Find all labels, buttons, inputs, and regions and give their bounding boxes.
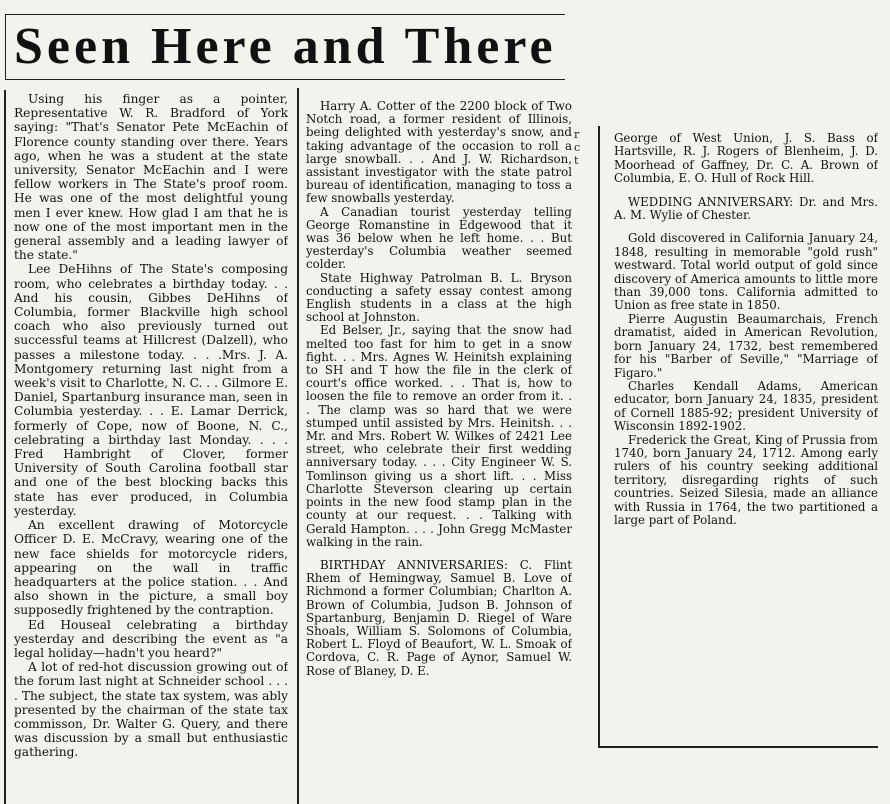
paragraph: An excellent drawing of Motorcycle Officer D. E. McCravy, wearing one of the new face shields for motorcycle riders, appearing on the wall in traffic headquarters at the police station. . . And also shown in the picture, a small boy supposedly frightened by the contraption. <box>14 518 288 618</box>
paragraph: Ed Houseal celebrating a birthday yesterday and describing the event as "a legal holiday—hadn't you heard?" <box>14 617 288 660</box>
paragraph: State Highway Patrolman B. L. Bryson conducting a safety essay contest among English students in a class at the high school at Johnston. <box>306 270 572 325</box>
clipped-adjacent-text: r c t <box>574 128 581 167</box>
birthday-anniversaries: BIRTHDAY ANNIVERSARIES: C. Flint Rhem of Hemingway, Samuel B. Love of Richmond a former Columbian; Charlton A. Brown of Columbia, Judson B. Johnson of Spartanburg, Benjamin D. Riegel of Ware Shoals, William S. Solomons of Columbia, Robert L. Floyd of Beaufort, W. L. Smoak of Cordova, C. R. Page of Aynor, Samuel W. Rose of Blaney, D. E. <box>306 557 572 678</box>
headline: Seen Here and There <box>14 18 557 75</box>
column-2 <box>306 100 572 800</box>
paragraph: A lot of red-hot discussion growing out of the forum last night at Schneider school . . . . The subject, the state tax system, was ably presented by the chairman of the state tax commisson, Dr. Walter G. Query, and there was discussion by a small but enthusiastic gathering. <box>14 660 288 760</box>
column-rule-1 <box>297 88 299 804</box>
paragraph: Ed Belser, Jr., saying that the snow had melted too fast for him to get in a snow fight. . . Mrs. Agnes W. Heinitsh explaining to SH and T how the file in the clerk of court's office worked. . . That is, how to loosen the file to remove an order from it. . . The clamp was so hard that we were stumped until assisted by Mrs. Heinitsh. . . Mr. and Mrs. Robert W. Wilkes of 2421 Lee street, who celebrate their first wedding anniversary today. . . . City Engineer W. S. Tomlinson giving us a short lift. . . Miss Charlotte Steverson clearing up certain points in the new food stamp plan in the county at our request. . . Talking with Gerald Hampton. . . . John Gregg McMaster walking in the rain. <box>306 323 572 549</box>
paragraph: George of West Union, J. S. Bass of Hartsville, R. J. Rogers of Blenheim, J. D. Moorhead of Gaffney, Dr. C. A. Brown of Columbia, E. O. Hull of Rock Hill. <box>614 132 878 186</box>
paragraph: Lee DeHihns of The State's composing room, who celebrates a birthday today. . . And his cousin, Gibbes DeHihns of Columbia, former Blackville high school coach who also previously turned out successful teams at Hillcrest (Dalzell), who passes a milestone today. . . .Mrs. J. A. Montgomery returning last night from a week's visit to Charlotte, N. C. . . Gilmore E. Daniel, Spartanburg insurance man, seen in Columbia yesterday. . . E. Lamar Derrick, formerly of Cope, now of Boone, N. C., celebrating a birthday last Monday. . . . Fred Hambright of Clover, former University of South Carolina football star and one of the best blocking backs this state has ever produced, in Columbia yesterday. <box>14 262 288 518</box>
column-rule-2 <box>598 126 600 746</box>
column-3 <box>614 132 878 552</box>
column-bottom-rule <box>598 746 878 748</box>
left-border-rule <box>4 90 6 804</box>
column-1 <box>14 92 288 802</box>
paragraph: A Canadian tourist yesterday telling George Romanstine in Edgewood that it was 36 below when he left home. . . But yesterday's Columbia weather seemed colder. <box>306 204 572 272</box>
wedding-anniversary: WEDDING ANNIVERSARY: Dr. and Mrs. A. M. Wylie of Chester. <box>614 194 878 223</box>
paragraph: Pierre Augustin Beaumarchais, French dramatist, aided in American Revolution, born January 24, 1732, best remembered for his "Barber of Seville," "Marriage of Figaro." <box>614 311 878 380</box>
paragraph: Gold discovered in California January 24, 1848, resulting in memorable "gold rush" westward. Total world output of gold since discovery of America amounts to little more than 39,000 tons. California admitted to Union as free state in 1850. <box>614 231 878 313</box>
paragraph: Charles Kendall Adams, American educator, born January 24, 1835, president of Cornell 1885-92; president University of Wisconsin 1892-1902. <box>614 378 878 434</box>
paragraph: Frederick the Great, King of Prussia from 1740, born January 24, 1712. Among early rulers of his country seeking additional territory, disregarding rights of such countries. Seized Silesia, made an alliance with Russia in 1764, the two partitioned a large part of Poland. <box>614 432 878 527</box>
paragraph: Using his finger as a pointer, Representative W. R. Bradford of York saying: "That's Senator Pete McEachin of Florence county standing over there. Years ago, when he was a student at the state university, Senator McEachin and I were fellow workers in The State's proof room. He was one of the most delightful young men I ever knew. How glad I am that he is now one of the most important men in the general assembly and a leading lawyer of the state." <box>14 92 288 263</box>
paragraph: Harry A. Cotter of the 2200 block of Two Notch road, a former resident of Illinois, being delighted with yesterday's snow, and taking advantage of the occasion to roll a large snowball. . . And J. W. Richardson, assistant investigator with the state patrol bureau of identification, managing to toss a few snowballs yesterday. <box>306 100 572 206</box>
